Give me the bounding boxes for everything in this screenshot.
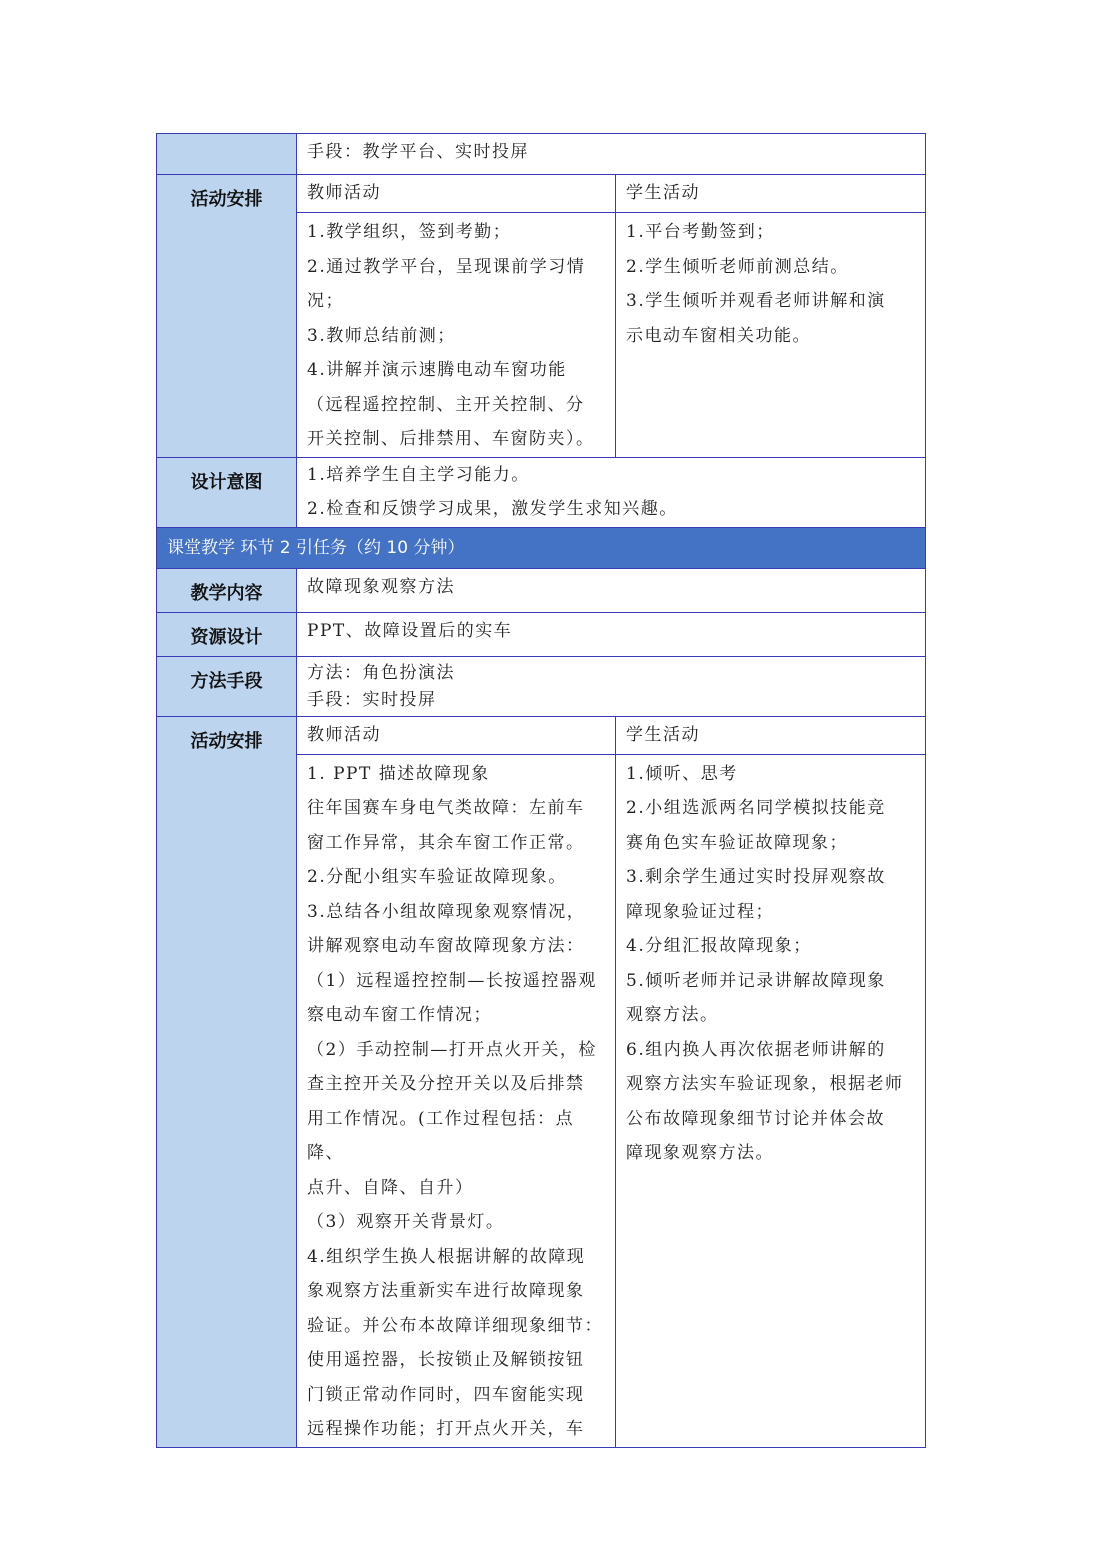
student-line: 3.学生倾听并观看老师讲解和演 xyxy=(626,291,886,311)
design-line: 2.检查和反馈学习成果，激发学生求知兴趣。 xyxy=(307,499,678,519)
activity-label xyxy=(157,175,297,458)
teacher-line: （3）观察开关背景灯。 xyxy=(307,1212,505,1232)
student-line: 6.组内换人再次依据老师讲解的 xyxy=(626,1039,886,1060)
teacher-line: 窗工作异常，其余车窗工作正常。 xyxy=(307,832,585,853)
activity-label-text: 活动安排 xyxy=(190,189,263,210)
teacher-line: （2）手动控制—打开点火开关，检 xyxy=(307,1039,597,1060)
student-line: 障现象验证过程； xyxy=(626,901,774,922)
teacher-line: 点升、自降、自升） xyxy=(307,1177,474,1198)
student-line: 2.小组选派两名同学模拟技能竞 xyxy=(626,798,886,818)
student-line: 5.倾听老师并记录讲解故障现象 xyxy=(626,970,886,991)
teacher-line: 验证。并公布本故障详细现象细节： xyxy=(307,1315,603,1336)
teacher-line: 开关控制、后排禁用、车窗防夹）。 xyxy=(307,429,595,449)
teacher-line: （1）远程遥控控制—长按遥控器观 xyxy=(307,970,597,991)
teacher-line: 查主控开关及分控开关以及后排禁 xyxy=(307,1074,585,1094)
means-line: 手段：实时投屏 xyxy=(307,689,437,710)
teacher-line: 察电动车窗工作情况； xyxy=(307,1005,492,1025)
content-label-text: 教学内容 xyxy=(190,582,263,604)
teacher-line: 门锁正常动作同时，四车窗能实现 xyxy=(307,1384,585,1405)
student-activities-2 xyxy=(616,754,926,1447)
teacher-activities xyxy=(297,213,616,458)
student-activities xyxy=(616,213,926,458)
teacher-line: 3.总结各小组故障现象观察情况， xyxy=(307,901,586,922)
student-line: 公布故障现象细节讨论并体会故 xyxy=(626,1108,885,1129)
teacher-header-2: 教师活动 xyxy=(297,716,616,754)
teacher-line: 往年国赛车身电气类故障：左前车 xyxy=(307,798,585,818)
activity-label-2-text: 活动安排 xyxy=(190,730,263,752)
teacher-line: 讲解观察电动车窗故障现象方法： xyxy=(307,936,585,956)
content-label xyxy=(157,568,297,612)
teacher-line: 使用遥控器，长按锁止及解锁按钮 xyxy=(307,1350,585,1370)
design-line: 1.培养学生自主学习能力。 xyxy=(307,464,530,485)
method-line: 方法：角色扮演法 xyxy=(307,662,455,683)
teacher-line: 远程操作功能；打开点火开关，车 xyxy=(307,1419,585,1439)
student-line: 4.分组汇报故障现象； xyxy=(626,936,812,956)
resource-text: PPT、故障设置后的实车 xyxy=(297,612,926,656)
teacher-line: 况； xyxy=(307,291,344,311)
teacher-line: 4.组织学生换人根据讲解的故障现 xyxy=(307,1246,586,1267)
teacher-line: 1.教学组织，签到考勤； xyxy=(307,222,512,242)
lesson-plan-table xyxy=(156,133,925,1448)
student-line: 2.学生倾听老师前测总结。 xyxy=(626,256,849,277)
method-text xyxy=(297,656,926,716)
design-intent xyxy=(297,457,926,527)
method-label xyxy=(157,656,297,716)
teacher-activities-2 xyxy=(297,754,616,1447)
teacher-line: （远程遥控控制、主开关控制、分 xyxy=(307,394,585,415)
student-line: 示电动车窗相关功能。 xyxy=(626,325,811,346)
resource-label-text: 资源设计 xyxy=(190,626,263,648)
teacher-line: 象观察方法重新实车进行故障现象 xyxy=(307,1281,585,1301)
student-header-2: 学生活动 xyxy=(616,716,926,754)
teacher-line: 1. PPT 描述故障现象 xyxy=(307,763,490,784)
student-line: 障现象观察方法。 xyxy=(626,1143,774,1163)
label-blank xyxy=(157,134,297,175)
method-label-text: 方法手段 xyxy=(190,670,263,692)
teacher-line: 2.分配小组实车验证故障现象。 xyxy=(307,867,567,887)
teacher-header: 教师活动 xyxy=(297,175,616,213)
student-line: 1.平台考勤签到； xyxy=(626,222,775,242)
means-text: 手段：教学平台、实时投屏 xyxy=(297,134,926,175)
teacher-line: 2.通过教学平台，呈现课前学习情 xyxy=(307,256,586,277)
student-line: 3.剩余学生通过实时投屏观察故 xyxy=(626,867,886,887)
design-label-text: 设计意图 xyxy=(190,471,263,493)
student-line: 赛角色实车验证故障现象； xyxy=(626,832,848,853)
design-label xyxy=(157,457,297,527)
student-line: 1.倾听、思考 xyxy=(626,763,738,784)
teacher-line: 3.教师总结前测； xyxy=(307,325,456,346)
content-text: 故障现象观察方法 xyxy=(297,568,926,612)
student-line: 观察方法。 xyxy=(626,1005,719,1025)
student-line: 观察方法实车验证现象，根据老师 xyxy=(626,1074,904,1094)
teacher-line: 4.讲解并演示速腾电动车窗功能 xyxy=(307,360,567,380)
activity-label-2 xyxy=(157,716,297,1447)
section-header: 课堂教学 环节 2 引任务（约 10 分钟） xyxy=(157,527,926,568)
student-header: 学生活动 xyxy=(616,175,926,213)
resource-label xyxy=(157,612,297,656)
teacher-line: 用工作情况。(工作过程包括：点降、 xyxy=(307,1108,575,1163)
